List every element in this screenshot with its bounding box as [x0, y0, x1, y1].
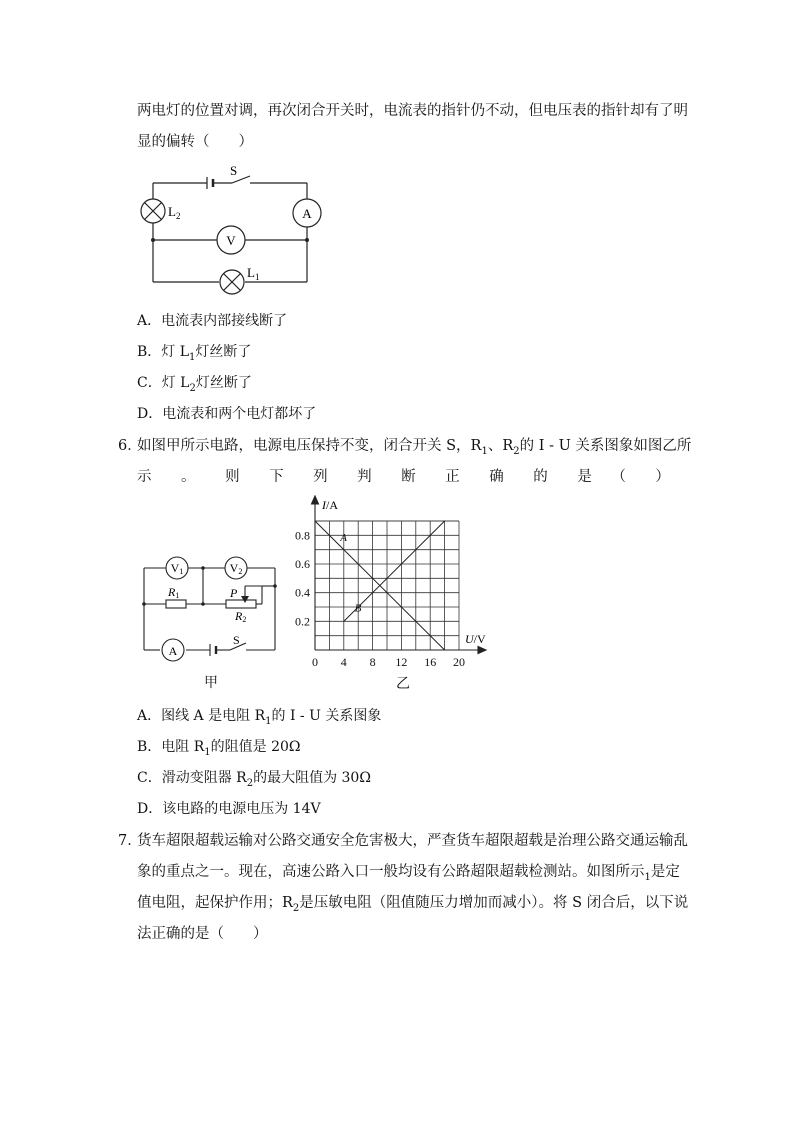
q7-line2: 象的重点之一。现在，高速公路入口一般均设有公路超限超载检测站。如图所示$_1$是定 — [137, 864, 680, 883]
y-tick-label: 0.8 — [295, 528, 310, 543]
x-tick-label: 16 — [424, 655, 437, 669]
y-tick-label: 0.2 — [295, 614, 310, 629]
v1-label: V1 — [170, 561, 184, 576]
q6-option-d: D．该电路的电源电压为 14V — [137, 801, 321, 817]
switch-label: S — [233, 633, 240, 647]
q6-option-a: A．图线 A 是电阻 $R_1$的 I - U 关系图象 — [137, 708, 382, 727]
r1-label: R1 — [168, 585, 180, 600]
y-axis-label: I/A — [322, 498, 338, 512]
ammeter-label: A — [302, 206, 312, 221]
y-tick-label: 0.6 — [295, 557, 310, 571]
series-label-b: B — [354, 602, 362, 615]
y-tick-label: 0.4 — [295, 585, 310, 600]
q6-circuit-diagram — [135, 550, 285, 665]
q6-option-b: B．电阻 $R_1$的阻值是 20Ω — [137, 739, 301, 758]
q6-iu-graph — [280, 495, 500, 670]
voltmeter-label: V — [226, 233, 236, 248]
q5-stem-line1: 两电灯的位置对调，再次闭合开关时，电流表的指针仍不动，但电压表的指针却有了明 — [137, 103, 688, 119]
q7-line1: 货车超限超载运输对公路交通安全危害极大，严查货车超限超载是治理公路交通运输乱 — [137, 833, 688, 849]
graph-label-yi: 乙 — [396, 676, 410, 692]
x-tick-label: 0 — [312, 655, 318, 669]
circuit-label-jia: 甲 — [204, 675, 218, 691]
q5-option-c: C．灯 $L_2$灯丝断了 — [137, 375, 252, 394]
v2-label: V2 — [229, 561, 243, 576]
slider-p-label: P — [230, 586, 238, 600]
q7-line4: 法正确的是（ ） — [137, 926, 268, 942]
x-tick-label: 4 — [340, 655, 347, 669]
x-tick-label: 12 — [395, 655, 408, 669]
x-axis-arrow — [478, 647, 486, 654]
q5-stem-line2: 显的偏转（ ） — [137, 134, 253, 150]
q7-number: 7． — [118, 833, 142, 849]
q6-number: 6． — [118, 438, 142, 454]
q5-circuit-diagram — [130, 160, 330, 305]
l2-label: $L_2$ — [168, 204, 181, 221]
q5-option-b: B．灯 $L_1$灯丝断了 — [137, 344, 252, 363]
resistor-r1 — [166, 600, 186, 608]
series-label-a: A — [340, 532, 347, 545]
y-axis-arrow — [312, 496, 319, 504]
ammeter-label: A — [168, 644, 178, 658]
r2-label: R2 — [235, 609, 247, 624]
x-tick-label: 20 — [453, 655, 465, 669]
q6-stem-line1: 如图甲所示电路，电源电压保持不变，闭合开关 S，$R_1$、$R_2$的 I - U 关系图象如图乙所 — [137, 438, 692, 457]
lamp-l1 — [220, 270, 244, 294]
lamp-l2 — [141, 199, 165, 223]
q5-option-a: A．电流表内部接线断了 — [137, 313, 288, 329]
q6-option-c: C．滑动变阻器 $R_2$的最大阻值为 30Ω — [137, 770, 371, 789]
x-axis-label: U/V — [465, 632, 486, 646]
l1-label: $L_1$ — [247, 265, 260, 282]
q7-line3: 值电阻，起保护作用；$R_2$是压敏电阻（阻值随压力增加而减小）。将 S 闭合后，以下说 — [137, 895, 689, 914]
q6-stem-line2: 示 。 则 下 列 判 断 正 确 的 是 （ ） — [137, 469, 670, 485]
switch-label: S — [230, 163, 238, 178]
x-tick-label: 8 — [369, 655, 376, 669]
q5-option-d: D．电流表和两个电灯都坏了 — [137, 406, 317, 422]
